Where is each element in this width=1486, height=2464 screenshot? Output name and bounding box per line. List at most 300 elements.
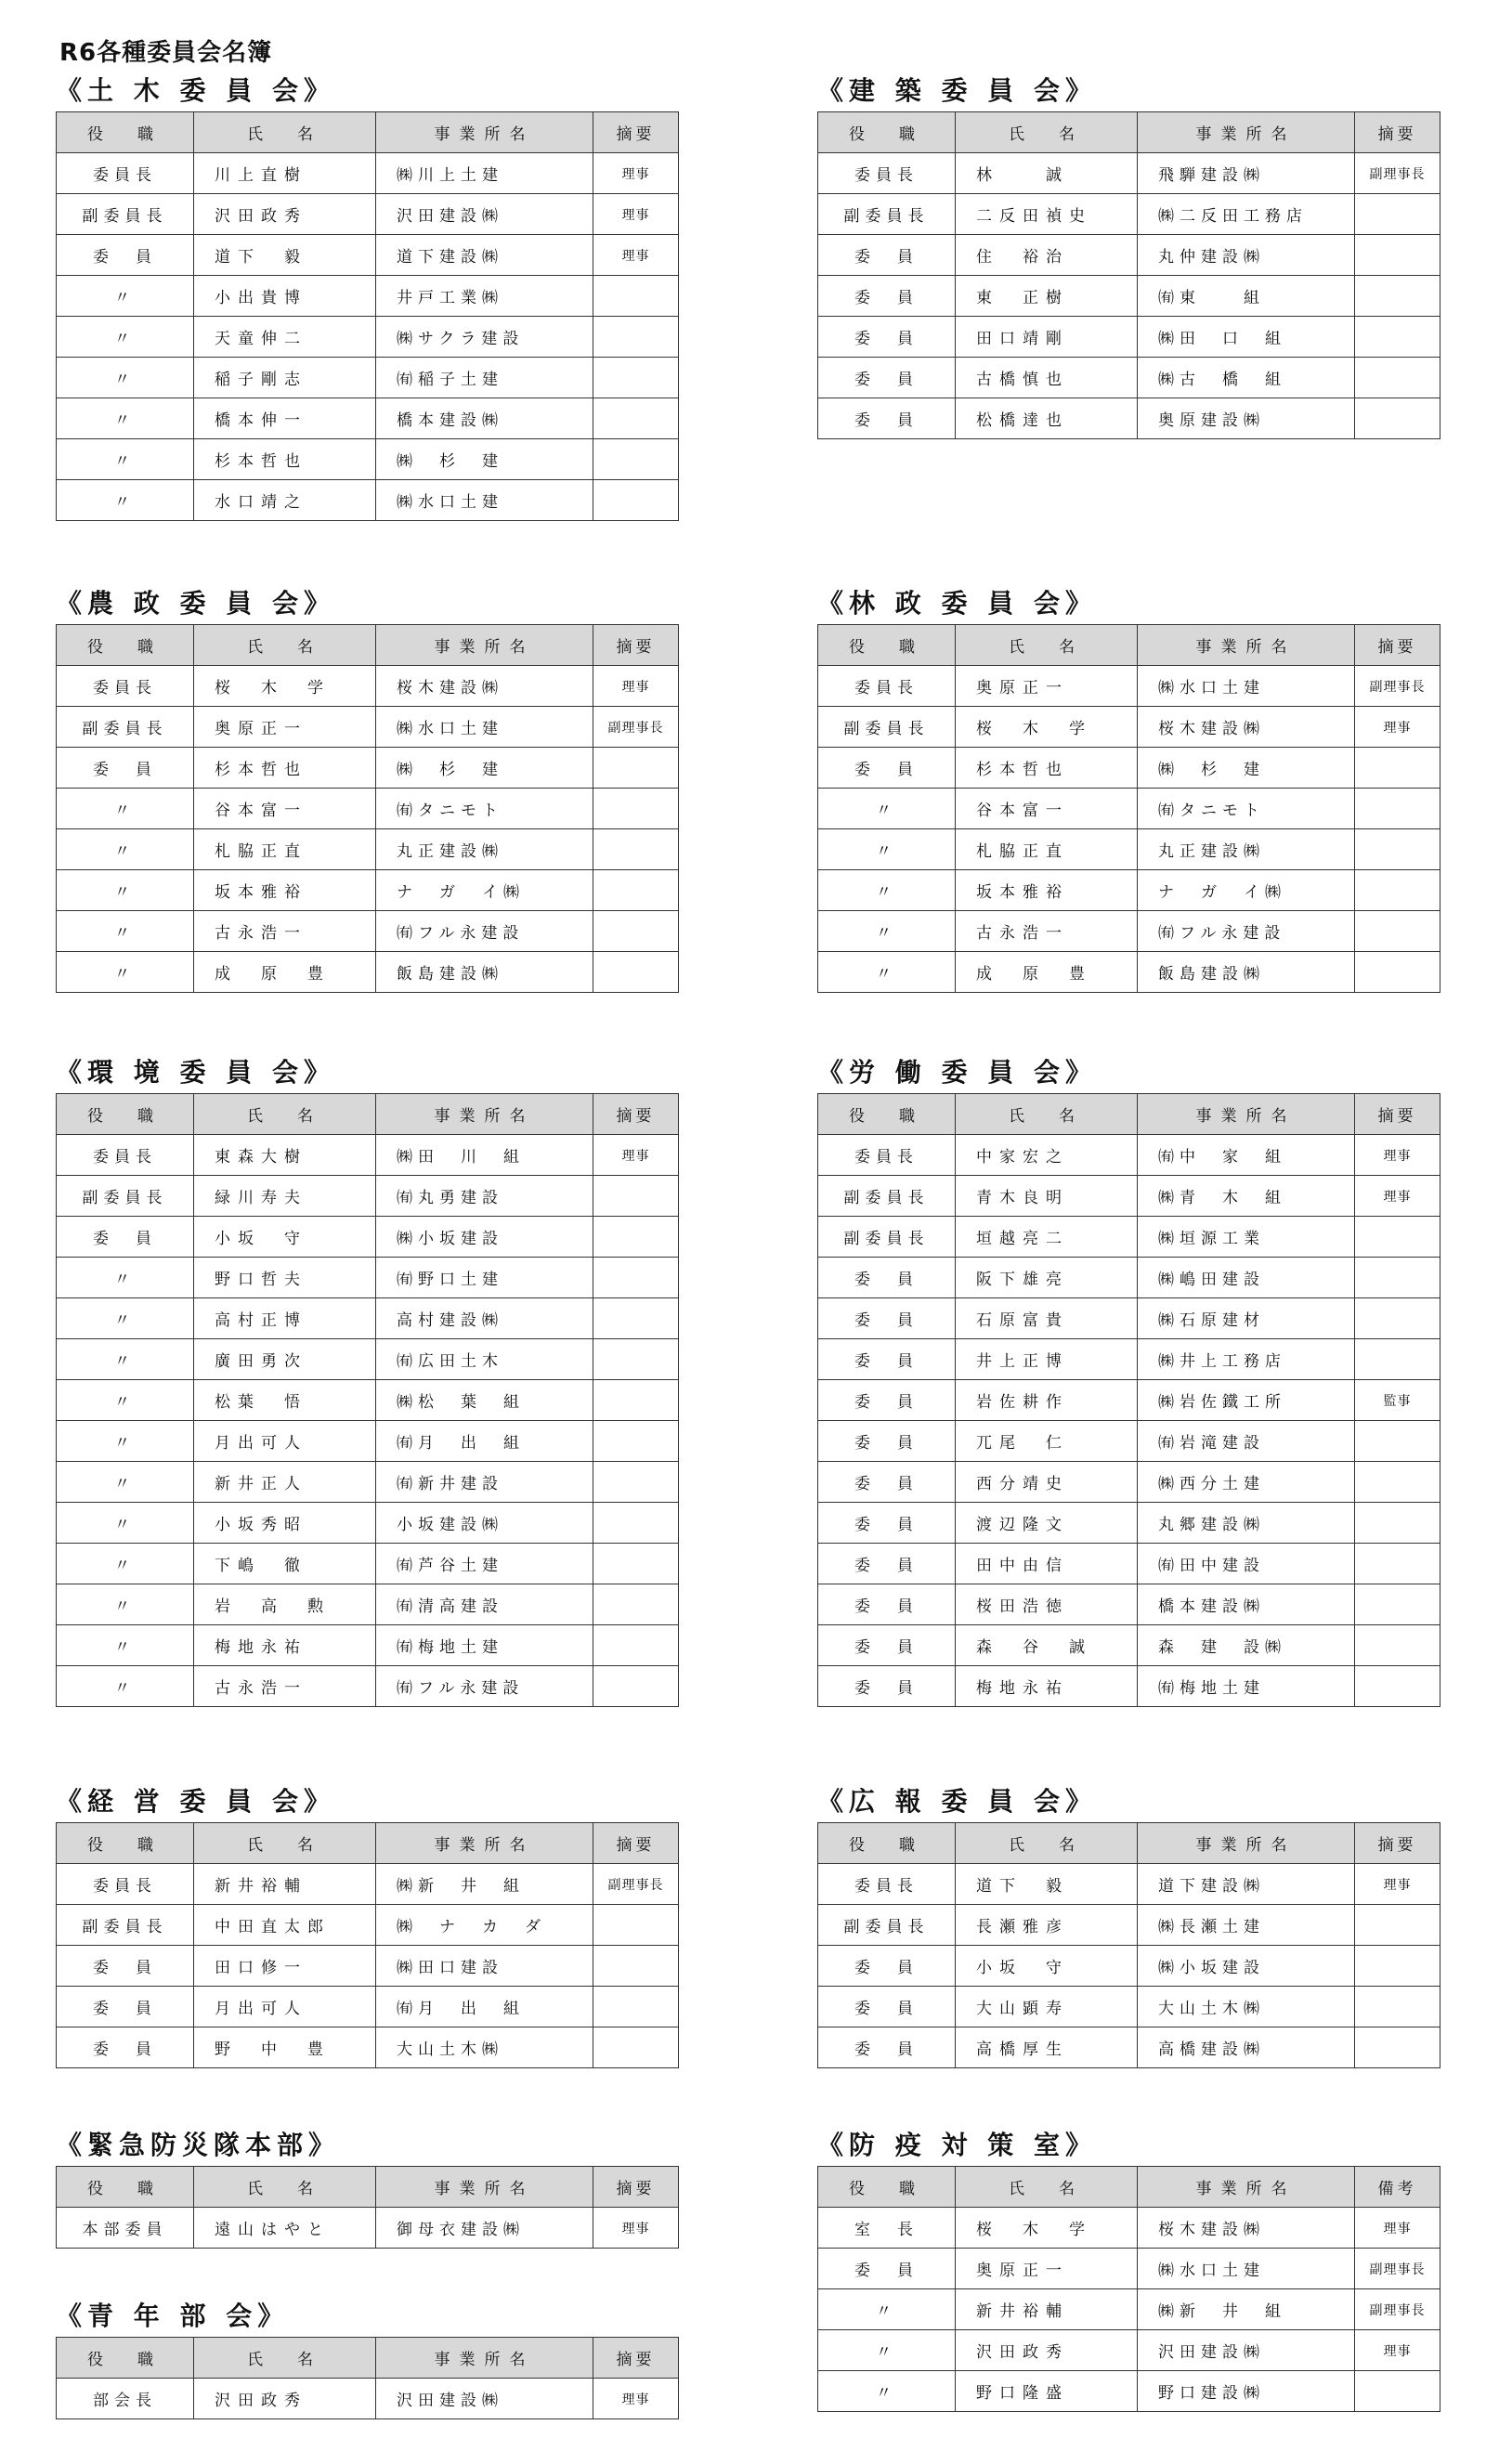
cell-remarks: 副理事長	[1355, 153, 1440, 194]
cell-office: ㈱田 口 組	[1138, 317, 1355, 358]
table-row	[818, 1666, 1440, 1707]
cell-position: 〃	[57, 398, 194, 439]
cell-remarks	[593, 1298, 679, 1339]
cell-office: 高村建設㈱	[376, 1298, 593, 1339]
cell-position: 委 員	[57, 235, 194, 276]
cell-position: 委 員	[818, 1544, 956, 1584]
cell-position: 委員長	[57, 1135, 194, 1176]
table-row	[57, 911, 679, 952]
header-row	[818, 112, 1440, 153]
header-name: 氏 名	[956, 625, 1138, 666]
cell-member-name: 二反田禎史	[956, 194, 1138, 235]
header-office: 事業所名	[1138, 625, 1355, 666]
table-row	[818, 1298, 1440, 1339]
table-row	[57, 480, 679, 521]
cell-position: 〃	[57, 1666, 194, 1707]
cell-member-name: 天童伸二	[194, 317, 376, 358]
cell-office: 沢田建設㈱	[1138, 2330, 1355, 2371]
cell-position: 委 員	[818, 1503, 956, 1544]
header-position: 役 職	[57, 1823, 194, 1864]
table-row	[57, 789, 679, 829]
cell-position: 委 員	[57, 1987, 194, 2027]
header-name: 氏 名	[956, 112, 1138, 153]
cell-remarks	[1355, 194, 1440, 235]
table-row	[818, 317, 1440, 358]
cell-office: 高橋建設㈱	[1138, 2027, 1355, 2068]
header-row	[57, 2338, 679, 2379]
table-row	[818, 2371, 1440, 2412]
header-position: 役 職	[57, 112, 194, 153]
cell-member-name: 大山顕寿	[956, 1987, 1138, 2027]
cell-member-name: 高村正博	[194, 1298, 376, 1339]
cell-member-name: 田口修一	[194, 1946, 376, 1987]
cell-member-name: 田口靖剛	[956, 317, 1138, 358]
cell-position: 〃	[57, 1380, 194, 1421]
cell-office: 桜木建設㈱	[376, 666, 593, 707]
cell-office: ㈱小坂建設	[1138, 1946, 1355, 1987]
cell-member-name: 中田直太郎	[194, 1905, 376, 1946]
cell-remarks: 理事	[1355, 1135, 1440, 1176]
cell-remarks	[1355, 789, 1440, 829]
cell-member-name: 野 中 豊	[194, 2027, 376, 2068]
cell-office: ㈱ 杉 建	[376, 748, 593, 789]
cell-position: 委 員	[818, 1421, 956, 1462]
cell-position: 〃	[818, 2289, 956, 2330]
cell-member-name: 遠山はやと	[194, 2208, 376, 2249]
cell-remarks	[1355, 235, 1440, 276]
table-row	[818, 1135, 1440, 1176]
cell-member-name: 札脇正直	[956, 829, 1138, 870]
cell-office: 沢田建設㈱	[376, 194, 593, 235]
table-row	[57, 1135, 679, 1176]
cell-office: ㈱岩佐鐵工所	[1138, 1380, 1355, 1421]
cell-remarks: 副理事長	[593, 1864, 679, 1905]
cell-remarks	[1355, 1217, 1440, 1258]
table-row	[57, 1503, 679, 1544]
cell-member-name: 梅地永祐	[194, 1625, 376, 1666]
cell-position: 〃	[57, 1298, 194, 1339]
table-row	[818, 235, 1440, 276]
cell-remarks	[593, 1421, 679, 1462]
cell-member-name: 桜 木 学	[194, 666, 376, 707]
cell-office: ㈱水口土建	[1138, 2249, 1355, 2289]
cell-remarks	[1355, 1666, 1440, 1707]
cell-position: 〃	[57, 789, 194, 829]
cell-member-name: 桜田浩徳	[956, 1584, 1138, 1625]
roster-table	[817, 624, 1440, 993]
table-row	[57, 1666, 679, 1707]
cell-office: ㈲岩滝建設	[1138, 1421, 1355, 1462]
cell-position: 室 長	[818, 2208, 956, 2249]
cell-office: ナ ガ イ㈱	[1138, 870, 1355, 911]
cell-remarks	[1355, 1421, 1440, 1462]
cell-member-name: 沢田政秀	[956, 2330, 1138, 2371]
table-row	[57, 952, 679, 993]
cell-remarks	[593, 317, 679, 358]
header-position: 役 職	[57, 2338, 194, 2379]
cell-remarks	[593, 439, 679, 480]
committee-title: 《防 疫 対 策 室》	[817, 2130, 1097, 2160]
committee-boueki	[817, 2127, 1440, 2412]
cell-office: ㈱ 杉 建	[1138, 748, 1355, 789]
committee-title: 《青 年 部 会》	[56, 2301, 290, 2331]
committee-title: 《経 営 委 員 会》	[56, 1786, 335, 1817]
cell-remarks	[593, 1987, 679, 2027]
header-remarks: 摘要	[593, 112, 679, 153]
cell-position: 副委員長	[57, 1176, 194, 1217]
table-row	[57, 317, 679, 358]
cell-remarks	[1355, 1258, 1440, 1298]
roster-table	[56, 1822, 679, 2068]
cell-member-name: 稲子剛志	[194, 358, 376, 398]
cell-position: 委 員	[818, 1339, 956, 1380]
cell-office: ㈱ ナ カ ダ	[376, 1905, 593, 1946]
table-row	[57, 153, 679, 194]
cell-member-name: 廣田勇次	[194, 1339, 376, 1380]
cell-remarks	[593, 1584, 679, 1625]
cell-position: 委 員	[818, 1946, 956, 1987]
table-row	[818, 1217, 1440, 1258]
header-office: 事業所名	[1138, 1094, 1355, 1135]
roster-table	[817, 1822, 1440, 2068]
cell-remarks	[1355, 829, 1440, 870]
cell-remarks	[1355, 1544, 1440, 1584]
cell-member-name: 新井裕輔	[956, 2289, 1138, 2330]
cell-member-name: 長瀬雅彦	[956, 1905, 1138, 1946]
committee-kinkyu-bousai	[56, 2127, 678, 2249]
table-row	[57, 2027, 679, 2068]
table-row	[57, 748, 679, 789]
cell-member-name: 杉本哲也	[956, 748, 1138, 789]
cell-office: 丸正建設㈱	[376, 829, 593, 870]
cell-remarks: 副理事長	[1355, 2289, 1440, 2330]
cell-member-name: 桜 木 学	[956, 707, 1138, 748]
cell-position: 副委員長	[818, 1217, 956, 1258]
cell-member-name: 梅地永祐	[956, 1666, 1138, 1707]
cell-office: ㈱嶋田建設	[1138, 1258, 1355, 1298]
cell-remarks	[1355, 911, 1440, 952]
cell-position: 〃	[57, 1544, 194, 1584]
table-row	[818, 1421, 1440, 1462]
cell-remarks	[1355, 1625, 1440, 1666]
cell-position: 委 員	[818, 317, 956, 358]
table-row	[818, 1544, 1440, 1584]
cell-remarks: 理事	[593, 194, 679, 235]
cell-position: 〃	[818, 2330, 956, 2371]
roster-table	[817, 1093, 1440, 1707]
table-row	[818, 1462, 1440, 1503]
cell-position: 委 員	[818, 276, 956, 317]
cell-member-name: 森 谷 誠	[956, 1625, 1138, 1666]
cell-office: ㈲東 組	[1138, 276, 1355, 317]
table-row	[57, 1462, 679, 1503]
header-remarks: 備考	[1355, 2167, 1440, 2208]
cell-office: 丸仲建設㈱	[1138, 235, 1355, 276]
header-row	[57, 112, 679, 153]
cell-remarks: 副理事長	[593, 707, 679, 748]
header-office: 事業所名	[376, 2338, 593, 2379]
header-row	[57, 2167, 679, 2208]
cell-remarks: 理事	[593, 2208, 679, 2249]
committee-title: 《林 政 委 員 会》	[817, 588, 1097, 619]
cell-position: 委 員	[818, 2249, 956, 2289]
table-row	[818, 1584, 1440, 1625]
cell-member-name: 田中由信	[956, 1544, 1138, 1584]
cell-member-name: 東森大樹	[194, 1135, 376, 1176]
cell-position: 委員長	[818, 1135, 956, 1176]
cell-office: ㈱田 川 組	[376, 1135, 593, 1176]
header-name: 氏 名	[194, 2338, 376, 2379]
cell-member-name: 新井裕輔	[194, 1864, 376, 1905]
header-position: 役 職	[818, 625, 956, 666]
cell-office: ㈲タニモト	[376, 789, 593, 829]
table-row	[818, 748, 1440, 789]
cell-position: 委 員	[818, 1987, 956, 2027]
cell-remarks: 理事	[1355, 2330, 1440, 2371]
cell-remarks	[1355, 870, 1440, 911]
roster-table	[817, 111, 1440, 439]
cell-office: ㈲フル永建設	[1138, 911, 1355, 952]
cell-member-name: 道下 毅	[956, 1864, 1138, 1905]
table-row	[818, 2289, 1440, 2330]
cell-position: 〃	[57, 1503, 194, 1544]
table-row	[818, 1946, 1440, 1987]
cell-position: 〃	[57, 1421, 194, 1462]
table-row	[818, 2208, 1440, 2249]
table-row	[818, 1176, 1440, 1217]
cell-member-name: 奥原正一	[956, 666, 1138, 707]
cell-remarks: 理事	[593, 1135, 679, 1176]
cell-member-name: 川上直樹	[194, 153, 376, 194]
table-row	[57, 2208, 679, 2249]
header-remarks: 摘要	[593, 1823, 679, 1864]
cell-position: 委員長	[57, 666, 194, 707]
cell-position: 委 員	[57, 1946, 194, 1987]
cell-office: ㈲広田土木	[376, 1339, 593, 1380]
header-row	[818, 2167, 1440, 2208]
cell-position: 〃	[57, 1625, 194, 1666]
cell-position: 委 員	[818, 1298, 956, 1339]
cell-office: ㈱新 井 組	[1138, 2289, 1355, 2330]
table-row	[818, 952, 1440, 993]
cell-position: 〃	[57, 1584, 194, 1625]
cell-position: 本部委員	[57, 2208, 194, 2249]
cell-position: 〃	[57, 870, 194, 911]
cell-remarks	[593, 829, 679, 870]
header-office: 事業所名	[376, 2167, 593, 2208]
table-row	[57, 2379, 679, 2419]
table-row	[57, 398, 679, 439]
table-row	[818, 2330, 1440, 2371]
cell-position: 委 員	[818, 748, 956, 789]
cell-member-name: 道下 毅	[194, 235, 376, 276]
cell-remarks	[593, 1380, 679, 1421]
cell-remarks	[1355, 748, 1440, 789]
cell-member-name: 沢田政秀	[194, 194, 376, 235]
cell-position: 〃	[818, 911, 956, 952]
cell-office: 丸正建設㈱	[1138, 829, 1355, 870]
committee-roudou	[817, 1054, 1440, 1707]
header-row	[57, 625, 679, 666]
cell-member-name: 古橋慎也	[956, 358, 1138, 398]
header-row	[57, 1094, 679, 1135]
cell-office: 沢田建設㈱	[376, 2379, 593, 2419]
cell-office: ㈱小坂建設	[376, 1217, 593, 1258]
cell-member-name: 小坂 守	[956, 1946, 1138, 1987]
cell-remarks	[1355, 2027, 1440, 2068]
table-row	[57, 1905, 679, 1946]
cell-remarks	[593, 748, 679, 789]
cell-position: 副委員長	[818, 1905, 956, 1946]
header-name: 氏 名	[194, 625, 376, 666]
cell-position: 〃	[818, 829, 956, 870]
cell-position: 〃	[57, 317, 194, 358]
cell-office: 道下建設㈱	[1138, 1864, 1355, 1905]
cell-office: ㈱田口建設	[376, 1946, 593, 1987]
cell-member-name: 高橋厚生	[956, 2027, 1138, 2068]
cell-position: 〃	[818, 952, 956, 993]
header-name: 氏 名	[194, 1094, 376, 1135]
table-row	[818, 666, 1440, 707]
cell-office: ㈱ 杉 建	[376, 439, 593, 480]
cell-position: 委員長	[818, 153, 956, 194]
table-row	[57, 235, 679, 276]
cell-remarks	[1355, 1987, 1440, 2027]
cell-member-name: 奥原正一	[956, 2249, 1138, 2289]
cell-office: ㈱川上土建	[376, 153, 593, 194]
cell-office: ㈱古 橋 組	[1138, 358, 1355, 398]
table-row	[818, 1625, 1440, 1666]
cell-member-name: 古永浩一	[194, 911, 376, 952]
cell-office: 野口建設㈱	[1138, 2371, 1355, 2412]
table-row	[818, 1339, 1440, 1380]
header-office: 事業所名	[1138, 2167, 1355, 2208]
cell-position: 〃	[57, 276, 194, 317]
cell-member-name: 垣越亮二	[956, 1217, 1138, 1258]
cell-remarks: 理事	[1355, 1176, 1440, 1217]
cell-member-name: 小出貴博	[194, 276, 376, 317]
table-row	[57, 666, 679, 707]
cell-remarks	[593, 1946, 679, 1987]
header-row	[818, 625, 1440, 666]
cell-office: ㈱二反田工務店	[1138, 194, 1355, 235]
cell-office: 井戸工業㈱	[376, 276, 593, 317]
committee-kouhou	[817, 1783, 1440, 2068]
cell-position: 委 員	[818, 1584, 956, 1625]
cell-remarks	[593, 952, 679, 993]
header-office: 事業所名	[376, 625, 593, 666]
cell-position: 委 員	[818, 235, 956, 276]
cell-position: 〃	[818, 2371, 956, 2412]
cell-member-name: 沢田政秀	[194, 2379, 376, 2419]
cell-position: 委員長	[57, 153, 194, 194]
table-row	[818, 2249, 1440, 2289]
cell-remarks: 理事	[1355, 2208, 1440, 2249]
cell-member-name: 杉本哲也	[194, 748, 376, 789]
cell-remarks	[593, 1339, 679, 1380]
cell-office: ㈱井上工務店	[1138, 1339, 1355, 1380]
cell-position: 〃	[57, 1258, 194, 1298]
cell-office: 丸郷建設㈱	[1138, 1503, 1355, 1544]
cell-member-name: 緑川寿夫	[194, 1176, 376, 1217]
cell-member-name: 月出可人	[194, 1987, 376, 2027]
cell-member-name: 奥原正一	[194, 707, 376, 748]
table-row	[818, 2027, 1440, 2068]
cell-member-name: 東 正樹	[956, 276, 1138, 317]
cell-office: ㈱西分土建	[1138, 1462, 1355, 1503]
cell-remarks	[593, 911, 679, 952]
cell-position: 委 員	[818, 358, 956, 398]
cell-member-name: 成 原 豊	[956, 952, 1138, 993]
cell-office: ㈲丸勇建設	[376, 1176, 593, 1217]
header-remarks: 摘要	[593, 1094, 679, 1135]
cell-position: 〃	[57, 439, 194, 480]
cell-position: 部会長	[57, 2379, 194, 2419]
cell-remarks	[1355, 1946, 1440, 1987]
committee-keiei	[56, 1783, 678, 2068]
cell-position: 〃	[818, 789, 956, 829]
committee-rinsei	[817, 585, 1440, 993]
cell-position: 〃	[57, 952, 194, 993]
cell-remarks	[1355, 1298, 1440, 1339]
cell-member-name: 古永浩一	[194, 1666, 376, 1707]
table-row	[57, 1946, 679, 1987]
cell-office: ㈲梅地土建	[1138, 1666, 1355, 1707]
cell-office: ㈲月 出 組	[376, 1987, 593, 2027]
cell-remarks	[1355, 1462, 1440, 1503]
cell-member-name: 札脇正直	[194, 829, 376, 870]
cell-member-name: 月出可人	[194, 1421, 376, 1462]
header-position: 役 職	[57, 1094, 194, 1135]
cell-member-name: 岩佐耕作	[956, 1380, 1138, 1421]
cell-office: ㈲稲子土建	[376, 358, 593, 398]
committee-seinenbu	[56, 2298, 678, 2419]
cell-member-name: 松葉 悟	[194, 1380, 376, 1421]
table-row	[57, 276, 679, 317]
cell-office: ㈲田中建設	[1138, 1544, 1355, 1584]
cell-member-name: 住 裕治	[956, 235, 1138, 276]
cell-office: ㈱水口土建	[376, 707, 593, 748]
cell-remarks	[593, 480, 679, 521]
table-row	[818, 1864, 1440, 1905]
cell-remarks	[1355, 276, 1440, 317]
committee-nousei	[56, 585, 678, 993]
cell-office: ㈱水口土建	[376, 480, 593, 521]
roster-table	[56, 624, 679, 993]
cell-remarks	[1355, 1584, 1440, 1625]
table-row	[57, 870, 679, 911]
header-remarks: 摘要	[593, 2338, 679, 2379]
cell-position: 副委員長	[57, 1905, 194, 1946]
cell-remarks: 副理事長	[1355, 2249, 1440, 2289]
table-row	[818, 789, 1440, 829]
cell-office: ㈲月 出 組	[376, 1421, 593, 1462]
header-remarks: 摘要	[1355, 1823, 1440, 1864]
header-position: 役 職	[818, 1094, 956, 1135]
cell-office: ㈱長瀬土建	[1138, 1905, 1355, 1946]
header-office: 事業所名	[1138, 112, 1355, 153]
table-row	[818, 276, 1440, 317]
table-row	[818, 1503, 1440, 1544]
cell-position: 〃	[57, 358, 194, 398]
cell-member-name: 下嶋 徹	[194, 1544, 376, 1584]
cell-remarks	[1355, 398, 1440, 439]
cell-member-name: 水口靖之	[194, 480, 376, 521]
cell-position: 委員長	[57, 1864, 194, 1905]
cell-position: 委員長	[818, 666, 956, 707]
cell-member-name: 坂本雅裕	[194, 870, 376, 911]
table-row	[818, 1905, 1440, 1946]
